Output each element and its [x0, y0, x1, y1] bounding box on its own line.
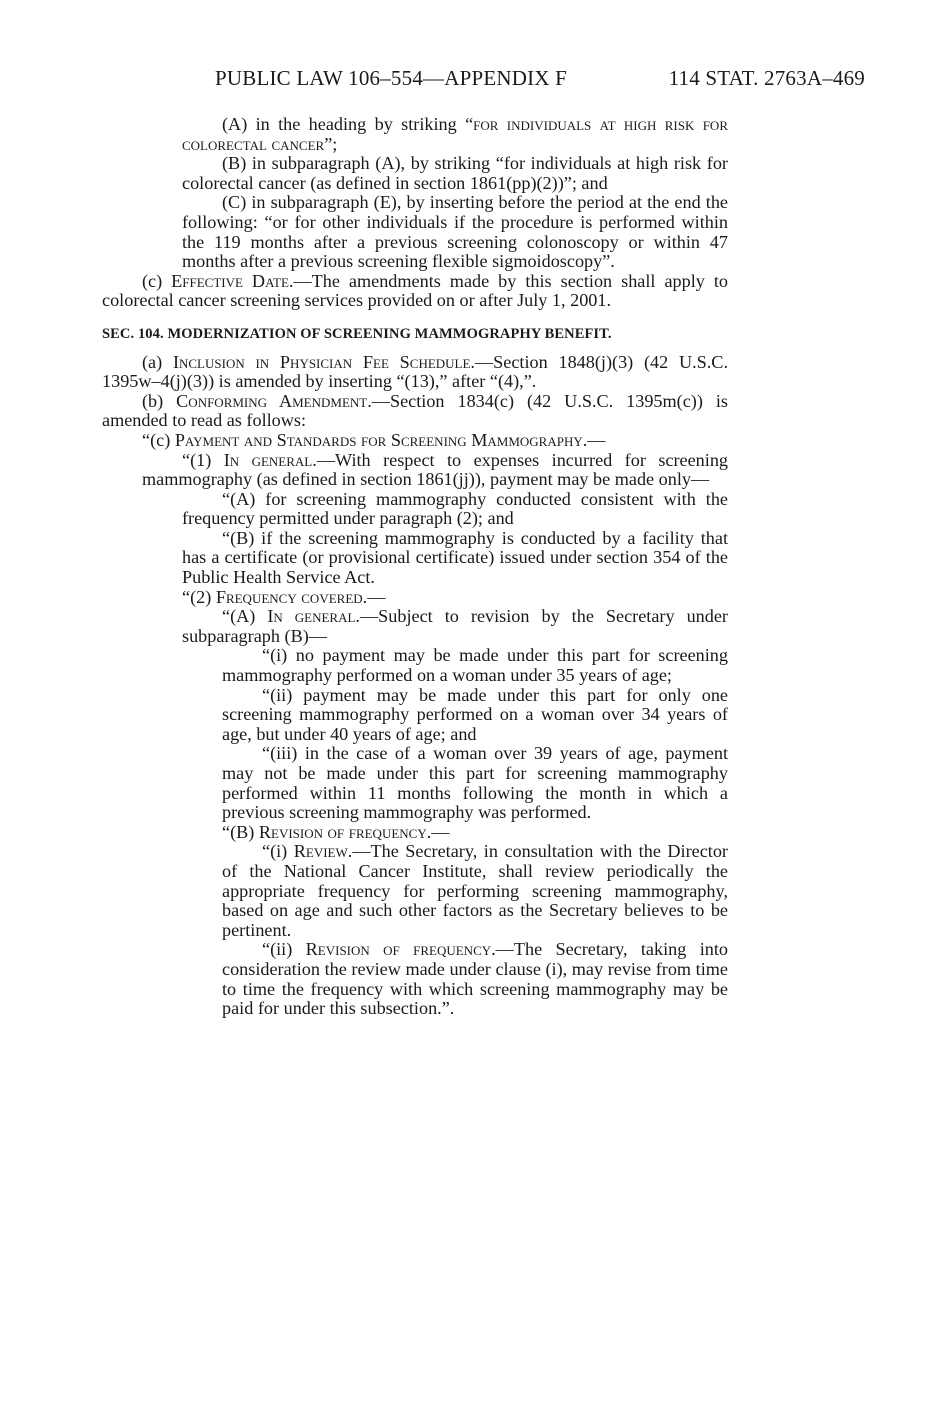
paragraph-2-b-clause-ii-revision: “(ii) Revision of frequency.—The Secretary, taking into consideration the review made under clause (i), may revise from time to time the frequency with which screening mammography may be paid for under this subsection.”.	[222, 939, 728, 1019]
paragraph-2-a-clause-iii: “(iii) in the case of a woman over 39 years of age, payment may not be made under this part for screening mammography performed within 11 months following the month in which a previous screening mammography was performed.	[222, 743, 728, 823]
clause-b-subparagraph-a: (B) in subparagraph (A), by striking “for individuals at high risk for colorectal cancer (as defined in section 1861(pp)(2))”; and	[182, 153, 728, 193]
subsection-c-effective-date: (c) Effective Date.—The amendments made by this section shall apply to colorectal cancer screening services provided on or after July 1, 2001.	[102, 270, 728, 311]
header-law-title: PUBLIC LAW 106–554—APPENDIX F	[215, 66, 568, 90]
paragraph-2-a-clause-i: “(i) no payment may be made under this part for screening mammography performed on a woman under 35 years of age;	[222, 645, 728, 686]
paragraph-2-subparagraph-b: “(B) Revision of frequency.—	[222, 821, 450, 842]
section-104-heading: SEC. 104. MODERNIZATION OF SCREENING MAMMOGRAPHY BENEFIT.	[102, 325, 612, 342]
paragraph-2-subparagraph-a: “(A) In general.—Subject to revision by the Secretary under subparagraph (B)—	[182, 606, 728, 646]
paragraph-2-frequency: “(2) Frequency covered.—	[182, 586, 386, 607]
document-body	[102, 115, 728, 1019]
clause-a-heading-strike: (A) in the heading by striking “for individuals at high risk for colorectal cancer”;	[182, 114, 728, 154]
clause-c-subparagraph-e: (C) in subparagraph (E), by inserting before the period at the end the following: “or for other individuals if the procedure is performed within the 119 months after a previous screening colonoscopy or within 47 months after a previous screening flexible sigmoidoscopy”.	[182, 192, 728, 272]
paragraph-2-a-clause-ii: “(ii) payment may be made under this part for only one screening mammography performed on a woman over 34 years of age, but under 40 years of age; and	[222, 684, 728, 744]
subsection-c-payment-standards: “(c) Payment and Standards for Screening Mammography.—	[142, 429, 606, 450]
header-stat-citation: 114 STAT. 2763A–469	[668, 66, 865, 90]
paragraph-2-b-clause-i-review: “(i) Review.—The Secretary, in consultation with the Director of the National Cancer Institute, shall review periodically the appropriate frequency for performing screening mammography, based on age and such other factors as the Secretary believes to be pertinent.	[222, 841, 728, 940]
paragraph-1-clause-a: “(A) for screening mammography conducted consistent with the frequency permitted under paragraph (2); and	[182, 488, 728, 529]
paragraph-1-clause-b: “(B) if the screening mammography is conducted by a facility that has a certificate (or provisional certificate) issued under section 354 of the Public Health Service Act.	[182, 527, 728, 588]
paragraph-1-in-general: “(1) In general.—With respect to expenses incurred for screening mammography (as defined in section 1861(jj)), payment may be made only—	[142, 449, 729, 490]
subsection-b-conforming: (b) Conforming Amendment.—Section 1834(c) (42 U.S.C. 1395m(c)) is amended to read as follows:	[102, 390, 728, 431]
subsection-a-physician-fee: (a) Inclusion in Physician Fee Schedule.—Section 1848(j)(3) (42 U.S.C. 1395w–4(j)(3)) is amended by inserting “(13),” after “(4),”.	[102, 351, 728, 392]
